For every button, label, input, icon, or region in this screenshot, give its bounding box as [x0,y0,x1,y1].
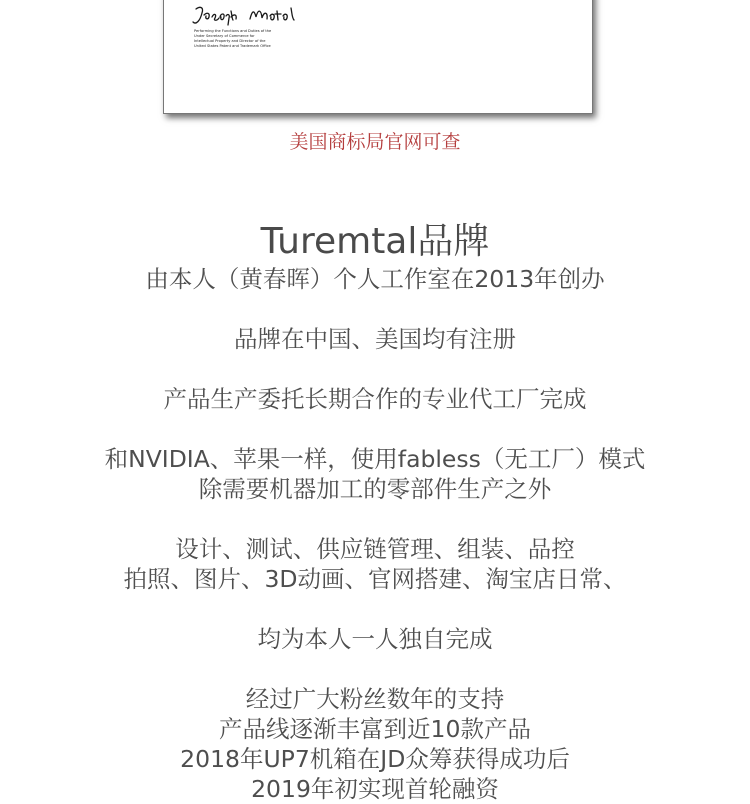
paragraph-gap [0,414,750,444]
certificate-line: Intellectual Property and Director of the [194,39,266,43]
certificate-line: United States Patent and Trademark Office [194,44,271,48]
brand-title: Turemtal品牌 [260,221,490,262]
signature-image [190,3,320,29]
certificate-line: Under Secretary of Commerce for [194,34,255,38]
brand-story [0,220,750,804]
story-line: 设计、测试、供应链管理、组装、品控 [175,535,575,563]
story-line: 2019年初实现首轮融资 [251,775,499,803]
paragraph-gap [0,504,750,534]
story-line: 品牌在中国、美国均有注册 [234,325,516,353]
story-line: 拍照、图片、3D动画、官网搭建、淘宝店日常、 [123,565,627,593]
certificate-text-block [194,29,271,49]
trademark-certificate-image [163,0,593,114]
story-line: 产品生产委托长期合作的专业代工厂完成 [163,385,587,413]
paragraph-gap [0,354,750,384]
paragraph-gap [0,594,750,624]
story-line: 产品线逐渐丰富到近10款产品 [219,715,531,743]
story-line: 除需要机器加工的零部件生产之外 [198,475,552,503]
story-line: 均为本人一人独自完成 [257,625,493,653]
story-line: 2018年UP7机箱在JD众筹获得成功后 [180,745,570,773]
story-line: 和NVIDIA、苹果一样，使用fabless（无工厂）模式 [104,445,646,473]
paragraph-gap [0,294,750,324]
story-line: 由本人（黄春晖）个人工作室在2013年创办 [145,265,605,293]
certificate-line: Performing the Functions and Duties of the [194,29,272,33]
paragraph-gap [0,654,750,684]
certificate-caption: 美国商标局官网可查 [289,131,461,153]
story-line: 经过广大粉丝数年的支持 [245,685,505,713]
